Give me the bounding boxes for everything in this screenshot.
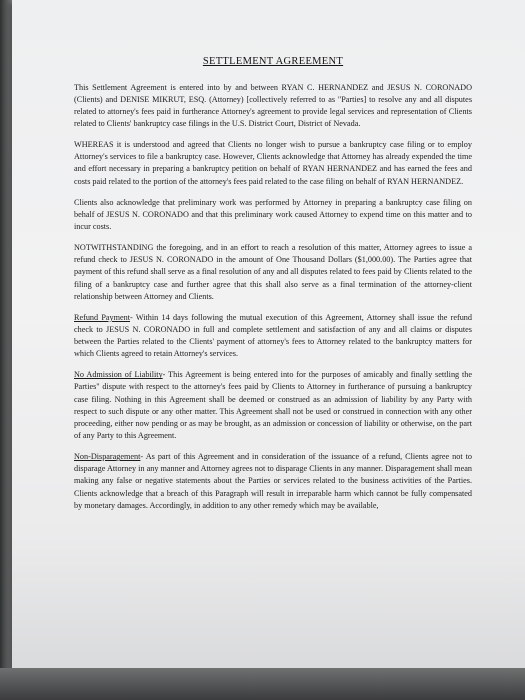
paragraph-acknowledgment-text: Clients also acknowledge that preliminary work was performed by Attorney in preparing a bankruptcy case filing on behalf of JESUS N. CORONADO and that this preliminary work caused Attorney to expend time on this matter and to incur costs. [74,197,472,231]
paragraph-intro [74,82,472,131]
paragraph-notwithstanding-text: NOTWITHSTANDING the foregoing, and in an effort to reach a resolution of this matter, Attorney agrees to issue a refund check to JESUS N. CORONADO in the amount of One Thousand Dollars ($1,000.00). The Parties agree that payment of this refund shall serve as a final resolution of any and all disputes related to fees paid by Clients related to the filing of a bankruptcy case and further agree that this shall also serve as a final termination of the attorney-client relationship between Attorney and Clients. [74,243,472,301]
non-disparagement-heading: Non-Disparagement [74,452,141,462]
backdrop-bottom [0,668,525,700]
document-body [74,54,472,521]
no-admission-heading: No Admission of Liability [74,370,163,380]
paragraph-non-disparagement [74,451,472,512]
paragraph-no-admission [74,369,472,442]
refund-payment-text: - Within 14 days following the mutual execution of this Agreement, Attorney shall issue the refund check to JESUS N. CORONADO in full and complete settlement and satisfaction of any and all claims or disputes between the Parties related to the Clients' payment of attorney's fees to Attorney related to the bankruptcy matters for which Clients agreed to retain Attorney's services. [74,312,472,359]
paragraph-refund-payment [74,312,472,361]
document-title: SETTLEMENT AGREEMENT [202,56,344,67]
non-disparagement-text: - As part of this Agreement and in consideration of the issuance of a refund, Clients agree not to disparage Attorney in any manner and Attorney agrees not to disparage Clients in any manner. Disparagement shall mean making any false or negative statements about the Parties or services related to the business activities of the Parties. Clients acknowledge that a breach of this Paragraph will result in irreparable harm which cannot be fully compensated by monetary damages. Accordingly, in addition to any other remedy which may be available, [74,452,472,510]
paragraph-notwithstanding [74,242,472,303]
paragraph-intro-text: This Settlement Agreement is entered into by and between RYAN C. HERNANDEZ and JESUS N. CORONADO (Clients) and DENISE MIKRUT, ESQ. (Attorney) [collectively referred to as "Parties] to resolve any and all disputes related to attorney's fees paid in furtherance Attorney's agreement to provide legal services and representation of Clients related to Clients' bankruptcy case filings in the U.S. District Court, District of Nevada. [74,82,472,128]
paragraph-whereas-text: WHEREAS it is understood and agreed that Clients no longer wish to pursue a bankruptcy case filing or to employ Attorney's services to file a bankruptcy case. However, Clients acknowledge that Attorney has already expended the time and effort necessary in preparing a bankruptcy petition on behalf of RYAN HERNANDEZ and has earned the fees and costs paid related to the portion of the attorney's fees paid related to the case filing on behalf of RYAN HERNANDEZ. [74,140,472,186]
no-admission-text: - This Agreement is being entered into for the purposes of amicably and finally settling the Parties" dispute with respect to the attorney's fees paid by Clients to Attorney in furtherance of pursuing a bankruptcy case filing. Nothing in this Agreement shall be deemed or construed as an admission of liability by any Party with respect to such dispute or any other matter. This Agreement shall not be used or construed in connection with any other proceeding, either now pending or as may be brought, as an admission or concession of liability or otherwise, on the part of any Party to this Agreement. [74,370,473,441]
refund-payment-heading: Refund Payment [74,312,131,322]
paragraph-whereas [74,139,472,188]
paragraph-acknowledgment [74,197,472,233]
document-page [12,0,525,672]
